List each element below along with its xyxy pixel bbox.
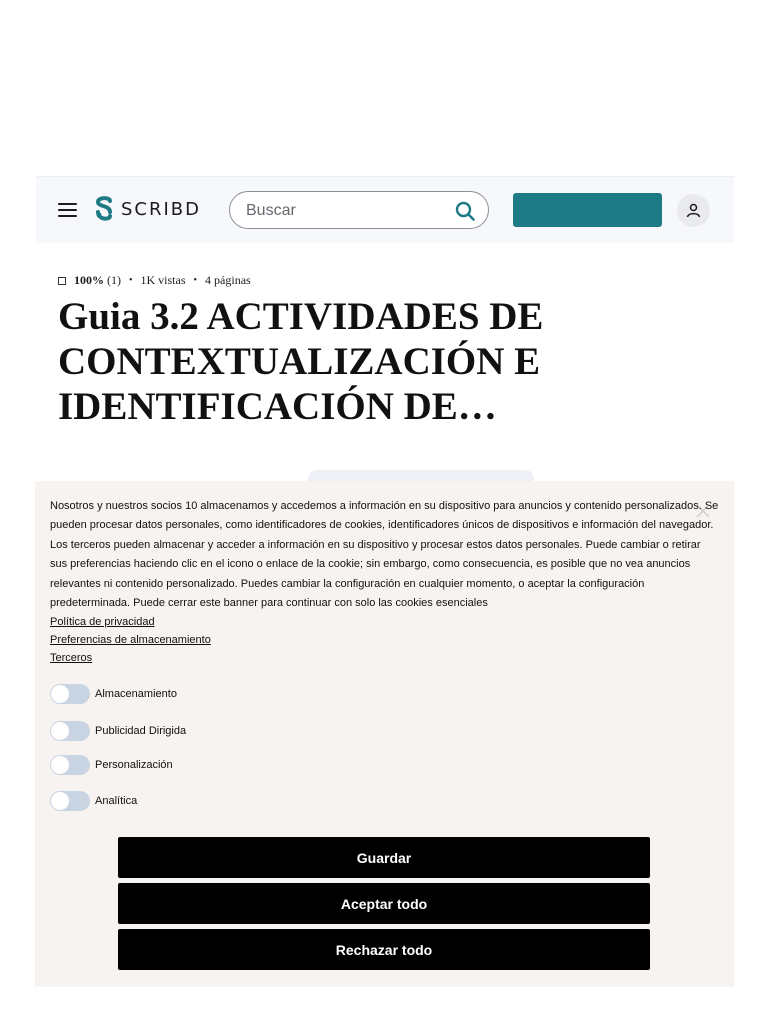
document-meta [58, 273, 251, 288]
cookie-links [50, 613, 211, 667]
cookie-banner [35, 481, 734, 987]
privacy-policy-link[interactable]: Política de privacidad [50, 616, 155, 628]
save-button[interactable]: Guardar [118, 837, 650, 878]
primary-cta-button[interactable] [513, 193, 662, 227]
user-avatar[interactable] [677, 194, 710, 227]
document-title: Guia 3.2 ACTIVIDADES DE CONTEXTUALIZACIÓN E IDENTIFICACIÓN DE… [58, 295, 544, 428]
targeted-ads-toggle[interactable] [50, 721, 90, 741]
toggle-label: Publicidad Dirigida [95, 725, 187, 737]
thumbs-up-icon [58, 277, 66, 285]
view-count: 1K vistas [140, 273, 186, 287]
toggle-label: Analítica [95, 795, 138, 807]
rating-percent: 100% [74, 273, 104, 287]
analytics-toggle[interactable] [50, 791, 90, 811]
accept-all-button[interactable]: Aceptar todo [118, 883, 650, 924]
scribd-logo[interactable] [94, 195, 201, 223]
toggle-row-storage [50, 684, 177, 704]
top-header [36, 176, 734, 243]
cookie-banner-text: Nosotros y nuestros socios 10 almacenamos y accedemos a información en su dispositivo para anuncios y contenido personalizados. Se pueden procesar datos personales, como identificadores de cookies, identificadores únicos de dispositivos e información del navegador. Los terceros pueden almacenar y acceder a información en su dispositivo y procesar estos datos personales. Puede cambiar o retirar sus preferencias haciendo clic en el icono o enlace de la cookie; sin embargo, como consecuencia, es posible que no vea anuncios relevantes ni contenido personalizado. Puedes cambiar la configuración en cualquier momento, o aceptar la configuración predeterminada. Puede cerrar este banner para continuar con solo las cookies esenciales [50, 500, 719, 610]
toggle-label: Almacenamiento [95, 688, 177, 700]
rating-count: (1) [107, 273, 121, 287]
storage-preferences-link[interactable]: Preferencias de almacenamiento [50, 634, 211, 646]
page-count: 4 páginas [205, 273, 251, 287]
separator-dot: • [193, 275, 198, 286]
reject-all-button[interactable]: Rechazar todo [118, 929, 650, 970]
scribd-logo-icon [94, 195, 114, 223]
personalization-toggle[interactable] [50, 755, 90, 775]
separator-dot: • [129, 275, 133, 286]
toggle-label: Personalización [95, 759, 173, 771]
third-parties-link[interactable]: Terceros [50, 652, 93, 664]
search-icon[interactable] [454, 200, 476, 222]
search-input[interactable] [244, 198, 448, 224]
toggle-row-analytics [50, 791, 137, 811]
search-box [229, 191, 489, 229]
storage-toggle[interactable] [50, 684, 90, 704]
hamburger-menu-icon[interactable] [58, 203, 77, 217]
toggle-row-personalization [50, 755, 173, 775]
toggle-row-targeted-ads [50, 721, 186, 741]
user-icon [685, 202, 702, 219]
logo-text: SCRIBD [121, 198, 202, 220]
